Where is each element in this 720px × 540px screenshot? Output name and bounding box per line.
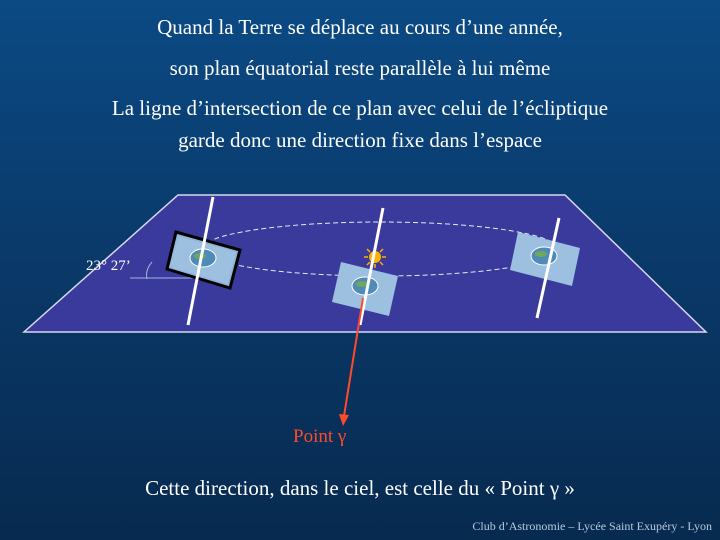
- footer-credit: Club d’Astronomie – Lycée Saint Exupéry - Lyon: [472, 519, 712, 533]
- text-line-2: son plan équatorial reste parallèle à lui même: [169, 56, 551, 80]
- angle-label: 23° 27’: [86, 258, 131, 274]
- bottom-caption: Cette direction, dans le ciel, est celle du « Point γ »: [145, 476, 575, 500]
- text-line-4: garde donc une direction fixe dans l’espace: [178, 128, 542, 152]
- point-gamma-label: Point γ: [293, 426, 347, 447]
- text-line-3: La ligne d’intersection de ce plan avec celui de l’écliptique: [111, 96, 609, 120]
- text-line-1: Quand la Terre se déplace au cours d’une année,: [157, 15, 563, 39]
